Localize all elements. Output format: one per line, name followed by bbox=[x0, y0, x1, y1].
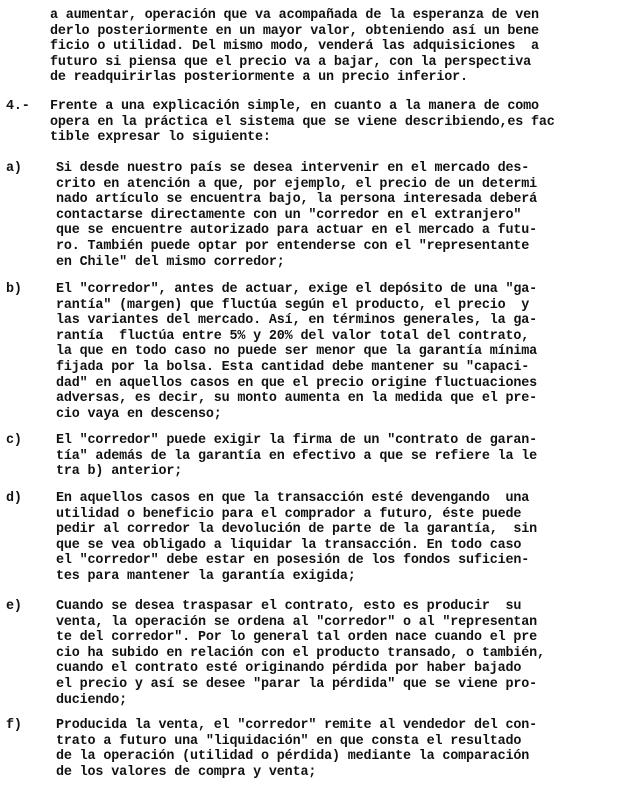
intro-paragraph bbox=[50, 8, 539, 86]
text-line: rantía fluctúa entre 5% y 20% del valor total del contrato, bbox=[56, 328, 530, 344]
item-text bbox=[56, 491, 537, 585]
text-line: la que en todo caso no puede ser menor que la garantía mínima bbox=[56, 344, 538, 360]
text-line: El "corredor", antes de actuar, exige el depósito de una "ga- bbox=[56, 282, 538, 297]
text-line: que se encuentre autorizado para actuar en el mercado a futu- bbox=[56, 223, 538, 239]
text-line: Cuando se desea traspasar el contrato, esto es producir su bbox=[56, 599, 522, 614]
text-line: ficio o utilidad. Del mismo modo, venderá las adquisiciones a bbox=[50, 39, 539, 55]
text-line: contactarse directamente con un "corredor en el extranjero" bbox=[56, 207, 522, 223]
item-text bbox=[56, 433, 537, 480]
text-line: crito en atención a que, por ejemplo, el precio de un determi bbox=[56, 176, 538, 192]
text-line: rantía" (margen) que fluctúa según el producto, el precio y bbox=[56, 297, 530, 313]
text-line: El "corredor" puede exigir la firma de un "contrato de garan- bbox=[56, 433, 538, 448]
text-line: fijada por la bolsa. Esta cantidad debe mantener su "capaci- bbox=[56, 359, 530, 375]
text-line: Frente a una explicación simple, en cuanto a la manera de como bbox=[50, 99, 539, 114]
text-line: trato a futuro una "liquidación" en que consta el resultado bbox=[56, 733, 522, 749]
text-line: de los valores de compra y venta; bbox=[56, 764, 317, 780]
text-line: dad" en aquellos casos en que el precio origine fluctuaciones bbox=[56, 375, 538, 391]
item-label: e) bbox=[6, 599, 22, 614]
text-line: pedir al corredor la devolución de parte de la garantía, sin bbox=[56, 522, 538, 538]
text-line: futuro si piensa que el precio va a bajar, con la perspectiva bbox=[50, 54, 532, 70]
point-4-paragraph bbox=[50, 99, 555, 146]
text-line: tes para mantener la garantía exigida; bbox=[56, 568, 356, 584]
text-line: venta, la operación se ordena al "corredor" o al "representan bbox=[56, 614, 538, 630]
item-text bbox=[56, 599, 545, 708]
text-line: derlo posteriormente en un mayor valor, obteniendo así un bene bbox=[50, 23, 539, 39]
text-line: cuando el contrato esté originando pérdida por haber bajado bbox=[56, 661, 522, 677]
text-line: utilidad o beneficio para el comprador a futuro, éste puede bbox=[56, 506, 522, 522]
text-line: adversas, es decir, su monto aumenta en la medida que el pre- bbox=[56, 391, 538, 407]
item-text bbox=[56, 161, 537, 270]
text-line: el precio y así se desee "parar la pérdida" que se viene pro- bbox=[56, 676, 538, 692]
item-label: d) bbox=[6, 491, 22, 506]
text-line: nado artículo se encuentra bajo, la persona interesada deberá bbox=[56, 192, 538, 208]
text-line: Si desde nuestro país se desea intervenir en el mercado des- bbox=[56, 161, 530, 176]
text-line: de la operación (utilidad o pérdida) mediante la comparación bbox=[56, 749, 530, 765]
text-line: a aumentar, operación que va acompañada de la esperanza de ven bbox=[50, 8, 539, 23]
text-line: las variantes del mercado. Así, en términos generales, la ga- bbox=[56, 313, 538, 329]
text-line: opera en la práctica el sistema que se viene describiendo,es fac bbox=[50, 114, 555, 130]
text-line: te del corredor". Por lo general tal orden nace cuando el pre bbox=[56, 630, 538, 646]
text-line: cio ha subido en relación con el producto transado, o también, bbox=[56, 645, 545, 661]
text-line: duciendo; bbox=[56, 692, 127, 708]
text-line: tra b) anterior; bbox=[56, 464, 183, 480]
item-label: a) bbox=[6, 161, 22, 176]
text-line: en Chile" del mismo corredor; bbox=[56, 254, 285, 270]
item-label: b) bbox=[6, 282, 22, 297]
point-number: 4.- bbox=[6, 99, 30, 114]
text-line: Producida la venta, el "corredor" remite al vendedor del con- bbox=[56, 718, 538, 733]
text-line: tible expresar lo siguiente: bbox=[50, 130, 271, 146]
item-label: f) bbox=[6, 718, 22, 733]
item-label: c) bbox=[6, 433, 22, 448]
text-line: el "corredor" debe estar en posesión de los fondos suficien- bbox=[56, 553, 530, 569]
item-text bbox=[56, 718, 537, 780]
item-text bbox=[56, 282, 537, 422]
text-line: que se vea obligado a liquidar la transacción. En todo caso bbox=[56, 537, 522, 553]
text-line: cio vaya en descenso; bbox=[56, 406, 222, 422]
text-line: de readquirirlas posteriormente a un precio inferior. bbox=[50, 70, 468, 86]
text-line: En aquellos casos en que la transacción esté devengando una bbox=[56, 491, 530, 506]
text-line: tía" además de la garantía en efectivo a que se refiere la le bbox=[56, 448, 538, 464]
text-line: ro. También puede optar por entenderse con el "representante bbox=[56, 238, 530, 254]
